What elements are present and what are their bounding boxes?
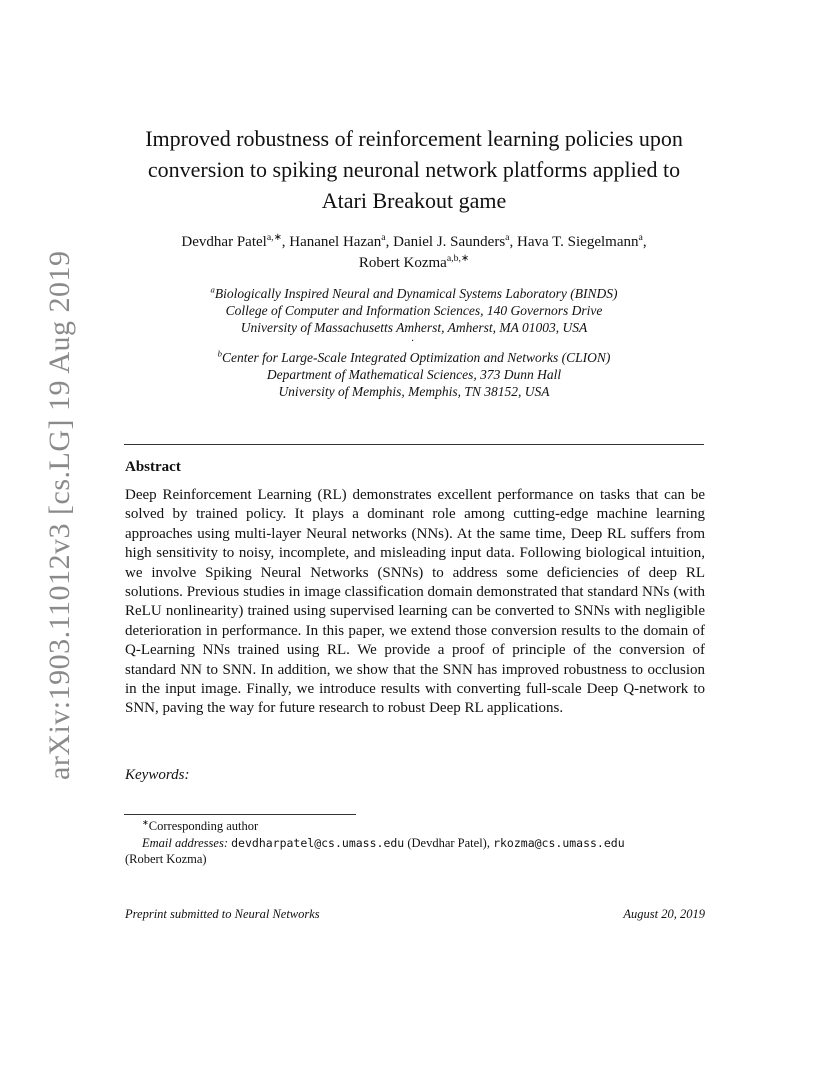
affiliation-line: College of Computer and Information Sciences, 140 Governors Drive — [225, 303, 603, 318]
affiliation-line: Center for Large-Scale Integrated Optimization and Networks (CLION) — [222, 350, 611, 365]
preprint-note: Preprint submitted to Neural Networks — [125, 907, 320, 921]
abstract-divider — [124, 444, 704, 445]
title-line: Atari Breakout game — [321, 188, 507, 213]
email-owner: (Robert Kozma) — [125, 852, 207, 866]
email-link[interactable]: rkozma@cs.umass.edu — [493, 835, 625, 850]
affiliation-mark: a — [210, 284, 215, 295]
title-line: Improved robustness of reinforcement learning policies upon — [145, 126, 683, 151]
arxiv-identifier: arXiv:1903.11012v3 [cs.LG] 19 Aug 2019 — [43, 250, 76, 780]
author-affiliation-mark: a — [638, 232, 643, 243]
abstract-text: Deep Reinforcement Learning (RL) demonstrates excellent performance on tasks that can be solved by trained policy. It plays a dominant role among cutting-edge machine learning approaches using multi-layer Neural networks (NNs). At the same time, Deep RL suffers from high sensitivity to noisy, incomplete, and misleading input data. Following biological intuition, we involve Spiking Neural Networks (SNNs) to address some deficiencies of deep RL solutions. Previous studies in image classification domain demonstrated that standard NNs (with ReLU nonlinearity) trained using supervised learning can be converted to SNNs with negligible deterioration in performance. In this paper, we extend those conversion results to the domain of Q-Learning NNs trained using RL. We provide a proof of principle of the conversion of standard NN to SNN. In addition, we show that the SNN has improved robustness to occlusion in the input image. Finally, we introduce results with converting full-scale Deep Q-network to SNN, paving the way for future research to robust Deep RL applications. — [125, 487, 705, 717]
corresponding-author-note: Corresponding author — [148, 819, 259, 833]
arxiv-sidebar — [20, 250, 76, 780]
footnote-divider — [124, 814, 356, 815]
footnote-mark: ∗ — [142, 817, 149, 827]
author-affiliation-mark: a — [381, 232, 386, 243]
author-affiliation-mark: a,∗ — [266, 232, 282, 243]
preprint-date: August 20, 2019 — [623, 907, 705, 921]
paper-title — [100, 123, 728, 216]
abstract-heading: Abstract — [125, 459, 181, 475]
author-name: Hava T. Siegelmann — [517, 234, 639, 250]
affiliation-line: Department of Mathematical Sciences, 373 Dunn Hall — [266, 367, 562, 382]
author-list: Devdhar Patel$^{a,∗}$, Hananel Hazan$^a$, Daniel J. Saunders$^a$, Hava T. Siegelmann$^a$, Robert Kozma$^{a,b,∗}$ — [181, 232, 647, 271]
footnote — [125, 818, 705, 868]
email-owner: (Devdhar Patel), — [407, 835, 490, 850]
email-link[interactable]: devdharpatel@cs.umass.edu — [231, 835, 405, 850]
author-name: Hananel Hazan — [289, 234, 382, 250]
affiliation-line: Biologically Inspired Neural and Dynamical Systems Laboratory (BINDS) — [214, 286, 618, 301]
email-label: Email addresses: — [142, 835, 228, 850]
author-name: Robert Kozma — [358, 255, 447, 271]
keywords-label: Keywords: — [125, 767, 190, 783]
author-name: Daniel J. Saunders — [393, 234, 506, 250]
title-line: conversion to spiking neuronal network platforms applied to — [147, 157, 681, 182]
separator-dot: . — [411, 333, 415, 344]
affiliation-line: University of Memphis, Memphis, TN 38152, USA — [278, 384, 550, 399]
author-affiliation-mark: a,b,∗ — [446, 253, 470, 264]
affiliation-line: University of Massachusetts Amherst, Amherst, MA 01003, USA — [240, 320, 588, 335]
affiliation-b — [100, 349, 728, 400]
author-name: Devdhar Patel — [181, 234, 267, 250]
affiliation-a — [100, 285, 728, 336]
affiliation-mark: b — [217, 348, 223, 359]
author-affiliation-mark: a — [505, 232, 510, 243]
